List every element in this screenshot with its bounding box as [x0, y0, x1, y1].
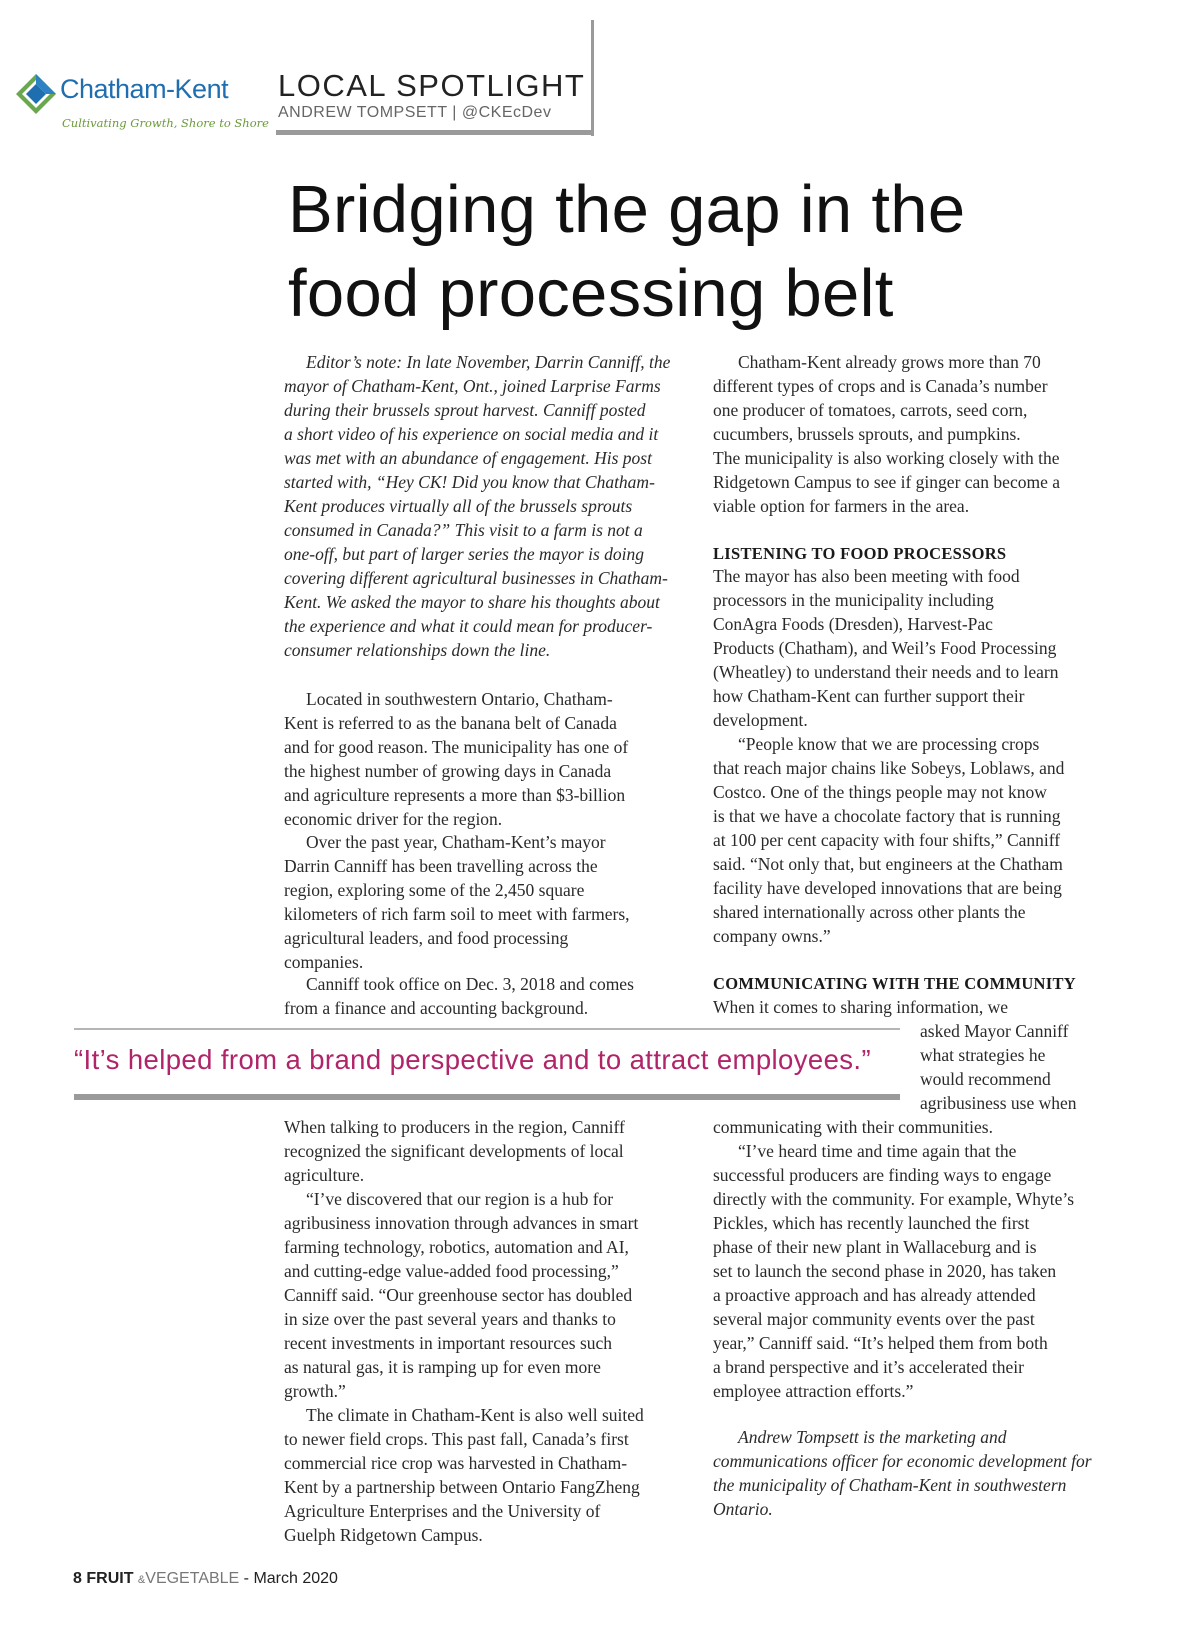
pull-quote-rule-bottom: [74, 1094, 900, 1100]
text-line: said. “Not only that, but engineers at the Chatham: [713, 854, 1063, 874]
header-rule-vertical: [591, 20, 594, 136]
text-line: Kent. We asked the mayor to share his thoughts about: [284, 592, 660, 612]
text-line: the municipality of Chatham-Kent in southwestern: [713, 1475, 1067, 1495]
text-line: Kent is referred to as the banana belt of Canada: [284, 713, 617, 733]
text-line: consumer relationships down the line.: [284, 640, 551, 660]
text-line: processors in the municipality including: [713, 590, 994, 610]
section-title: LOCAL SPOTLIGHT: [278, 68, 586, 103]
text-line: what strategies he: [920, 1045, 1046, 1065]
text-line: year,” Canniff said. “It’s helped them from both: [713, 1333, 1048, 1353]
pull-quote-rule-top: [74, 1028, 900, 1030]
header-rule-horizontal: [276, 130, 594, 135]
text-line: Ontario.: [713, 1499, 773, 1519]
text-line: Ridgetown Campus to see if ginger can become a: [713, 472, 1060, 492]
text-line: Located in southwestern Ontario, Chatham-: [306, 689, 613, 709]
text-line: company owns.”: [713, 926, 831, 946]
text-line: communicating with their communities.: [713, 1117, 993, 1137]
text-line: the experience and what it could mean for producer-: [284, 616, 653, 636]
text-line: directly with the community. For example, Whyte’s: [713, 1189, 1075, 1209]
text-line: as natural gas, it is ramping up for even more: [284, 1357, 601, 1377]
article-headline: [288, 168, 1148, 336]
text-line: kilometers of rich farm soil to meet with farmers,: [284, 904, 630, 924]
text-line: economic driver for the region.: [284, 809, 503, 829]
text-line: viable option for farmers in the area.: [713, 496, 970, 516]
text-line: agribusiness innovation through advances in smart: [284, 1213, 639, 1233]
subheading-listening: LISTENING TO FOOD PROCESSORS: [713, 544, 1007, 563]
text-line: commercial rice crop was harvested in Chatham-: [284, 1453, 628, 1473]
text-line: one-off, but part of larger series the mayor is doing: [284, 544, 645, 564]
text-line: “People know that we are processing crops: [738, 734, 1040, 754]
text-line: several major community events over the past: [713, 1309, 1035, 1329]
author-byline: ANDREW TOMPSETT | @CKEcDev: [278, 104, 552, 121]
text-line: was met with an abundance of engagement. His post: [284, 448, 652, 468]
logo-wordmark: Chatham-Kent: [60, 74, 229, 104]
text-line: facility have developed innovations that are being: [713, 878, 1062, 898]
page-number: 8: [73, 1570, 82, 1587]
text-line: cucumbers, brussels sprouts, and pumpkins.: [713, 424, 1021, 444]
text-line: in size over the past several years and thanks to: [284, 1309, 616, 1329]
text-line: “I’ve discovered that our region is a hub for: [306, 1189, 614, 1209]
issue-date: March 2020: [253, 1570, 338, 1587]
text-line: employee attraction efforts.”: [713, 1381, 914, 1401]
text-line: a proactive approach and has already attended: [713, 1285, 1036, 1305]
headline-line: food processing belt: [288, 256, 894, 331]
text-line: at 100 per cent capacity with four shifts,” Canniff: [713, 830, 1061, 850]
text-line: growth.”: [284, 1381, 346, 1401]
text-line: set to launch the second phase in 2020, has taken: [713, 1261, 1057, 1281]
logo-diamond-icon: [14, 72, 58, 116]
text-line: Over the past year, Chatham-Kent’s mayor: [306, 832, 606, 852]
text-line: the highest number of growing days in Canada: [284, 761, 612, 781]
page-footer: [73, 1570, 338, 1588]
text-line: successful producers are finding ways to engage: [713, 1165, 1052, 1185]
text-line: Andrew Tompsett is the marketing and: [738, 1427, 1007, 1447]
text-line: is that we have a chocolate factory that is running: [713, 806, 1061, 826]
text-line: The climate in Chatham-Kent is also well suited: [306, 1405, 644, 1425]
text-line: region, exploring some of the 2,450 square: [284, 880, 585, 900]
text-line: that reach major chains like Sobeys, Loblaws, and: [713, 758, 1065, 778]
text-line: Kent by a partnership between Ontario FangZheng: [284, 1477, 640, 1497]
text-line: ConAgra Foods (Dresden), Harvest-Pac: [713, 614, 993, 634]
footer-separator: -: [239, 1570, 254, 1587]
text-line: When talking to producers in the region, Canniff: [284, 1117, 625, 1137]
text-line: (Wheatley) to understand their needs and to learn: [713, 662, 1059, 682]
text-line: development.: [713, 710, 808, 730]
text-line: The municipality is also working closely with the: [713, 448, 1060, 468]
text-line: Guelph Ridgetown Campus.: [284, 1525, 483, 1545]
text-line: a short video of his experience on social media and it: [284, 424, 659, 444]
subheading-communicating: COMMUNICATING WITH THE COMMUNITY: [713, 974, 1076, 993]
text-line: recognized the significant developments of local: [284, 1141, 624, 1161]
text-line: companies.: [284, 952, 364, 972]
magazine-name-vegetable: VEGETABLE: [145, 1570, 240, 1587]
text-line: Chatham-Kent already grows more than 70: [738, 352, 1041, 372]
text-line: consumed in Canada?” This visit to a farm is not a: [284, 520, 643, 540]
text-line: agriculture.: [284, 1165, 365, 1185]
text-line: Kent produces virtually all of the brussels sprouts: [284, 496, 633, 516]
text-line: one producer of tomatoes, carrots, seed corn,: [713, 400, 1028, 420]
text-line: Canniff said. “Our greenhouse sector has doubled: [284, 1285, 633, 1305]
text-line: Darrin Canniff has been travelling across the: [284, 856, 598, 876]
text-line: Costco. One of the things people may not know: [713, 782, 1047, 802]
text-line: recent investments in important resources such: [284, 1333, 613, 1353]
text-line: agricultural leaders, and food processing: [284, 928, 569, 948]
text-line: started with, “Hey CK! Did you know that Chatham-: [284, 472, 655, 492]
text-line: to newer field crops. This past fall, Canada’s first: [284, 1429, 629, 1449]
text-line: mayor of Chatham-Kent, Ont., joined Larprise Farms: [284, 376, 661, 396]
text-line: phase of their new plant in Wallaceburg and is: [713, 1237, 1037, 1257]
magazine-name-fruit: FRUIT: [86, 1570, 134, 1587]
text-line: The mayor has also been meeting with food: [713, 566, 1020, 586]
text-line: would recommend: [920, 1069, 1051, 1089]
text-line: Canniff took office on Dec. 3, 2018 and comes: [306, 974, 634, 994]
text-line: from a finance and accounting background.: [284, 998, 589, 1018]
chatham-kent-logo: [14, 70, 269, 140]
text-line: Pickles, which has recently launched the first: [713, 1213, 1030, 1233]
text-line: and agriculture represents a more than $3-billion: [284, 785, 626, 805]
text-line: Products (Chatham), and Weil’s Food Processing: [713, 638, 1057, 658]
text-line: and cutting-edge value-added food processing,”: [284, 1261, 619, 1281]
text-line: a brand perspective and it’s accelerated their: [713, 1357, 1024, 1377]
text-line: Editor’s note: In late November, Darrin Canniff, the: [306, 352, 671, 372]
text-line: and for good reason. The municipality has one of: [284, 737, 629, 757]
headline-line: Bridging the gap in the: [288, 172, 966, 247]
pull-quote: “It’s helped from a brand perspective and to attract employees.”: [74, 1044, 872, 1075]
text-line: “I’ve heard time and time again that the: [738, 1141, 1017, 1161]
text-line: communications officer for economic development for: [713, 1451, 1092, 1471]
text-line: different types of crops and is Canada’s number: [713, 376, 1048, 396]
text-line: When it comes to sharing information, we: [713, 997, 1008, 1017]
text-line: during their brussels sprout harvest. Canniff posted: [284, 400, 646, 420]
text-line: agribusiness use when: [920, 1093, 1077, 1113]
text-line: how Chatham-Kent can further support their: [713, 686, 1025, 706]
logo-tagline: Cultivating Growth, Shore to Shore: [62, 116, 269, 130]
text-line: Agriculture Enterprises and the University of: [284, 1501, 601, 1521]
text-line: covering different agricultural businesses in Chatham-: [284, 568, 668, 588]
magazine-ampersand: &: [137, 1574, 146, 1586]
text-line: farming technology, robotics, automation and AI,: [284, 1237, 629, 1257]
text-line: shared internationally across other plants the: [713, 902, 1026, 922]
text-line: asked Mayor Canniff: [920, 1021, 1069, 1041]
